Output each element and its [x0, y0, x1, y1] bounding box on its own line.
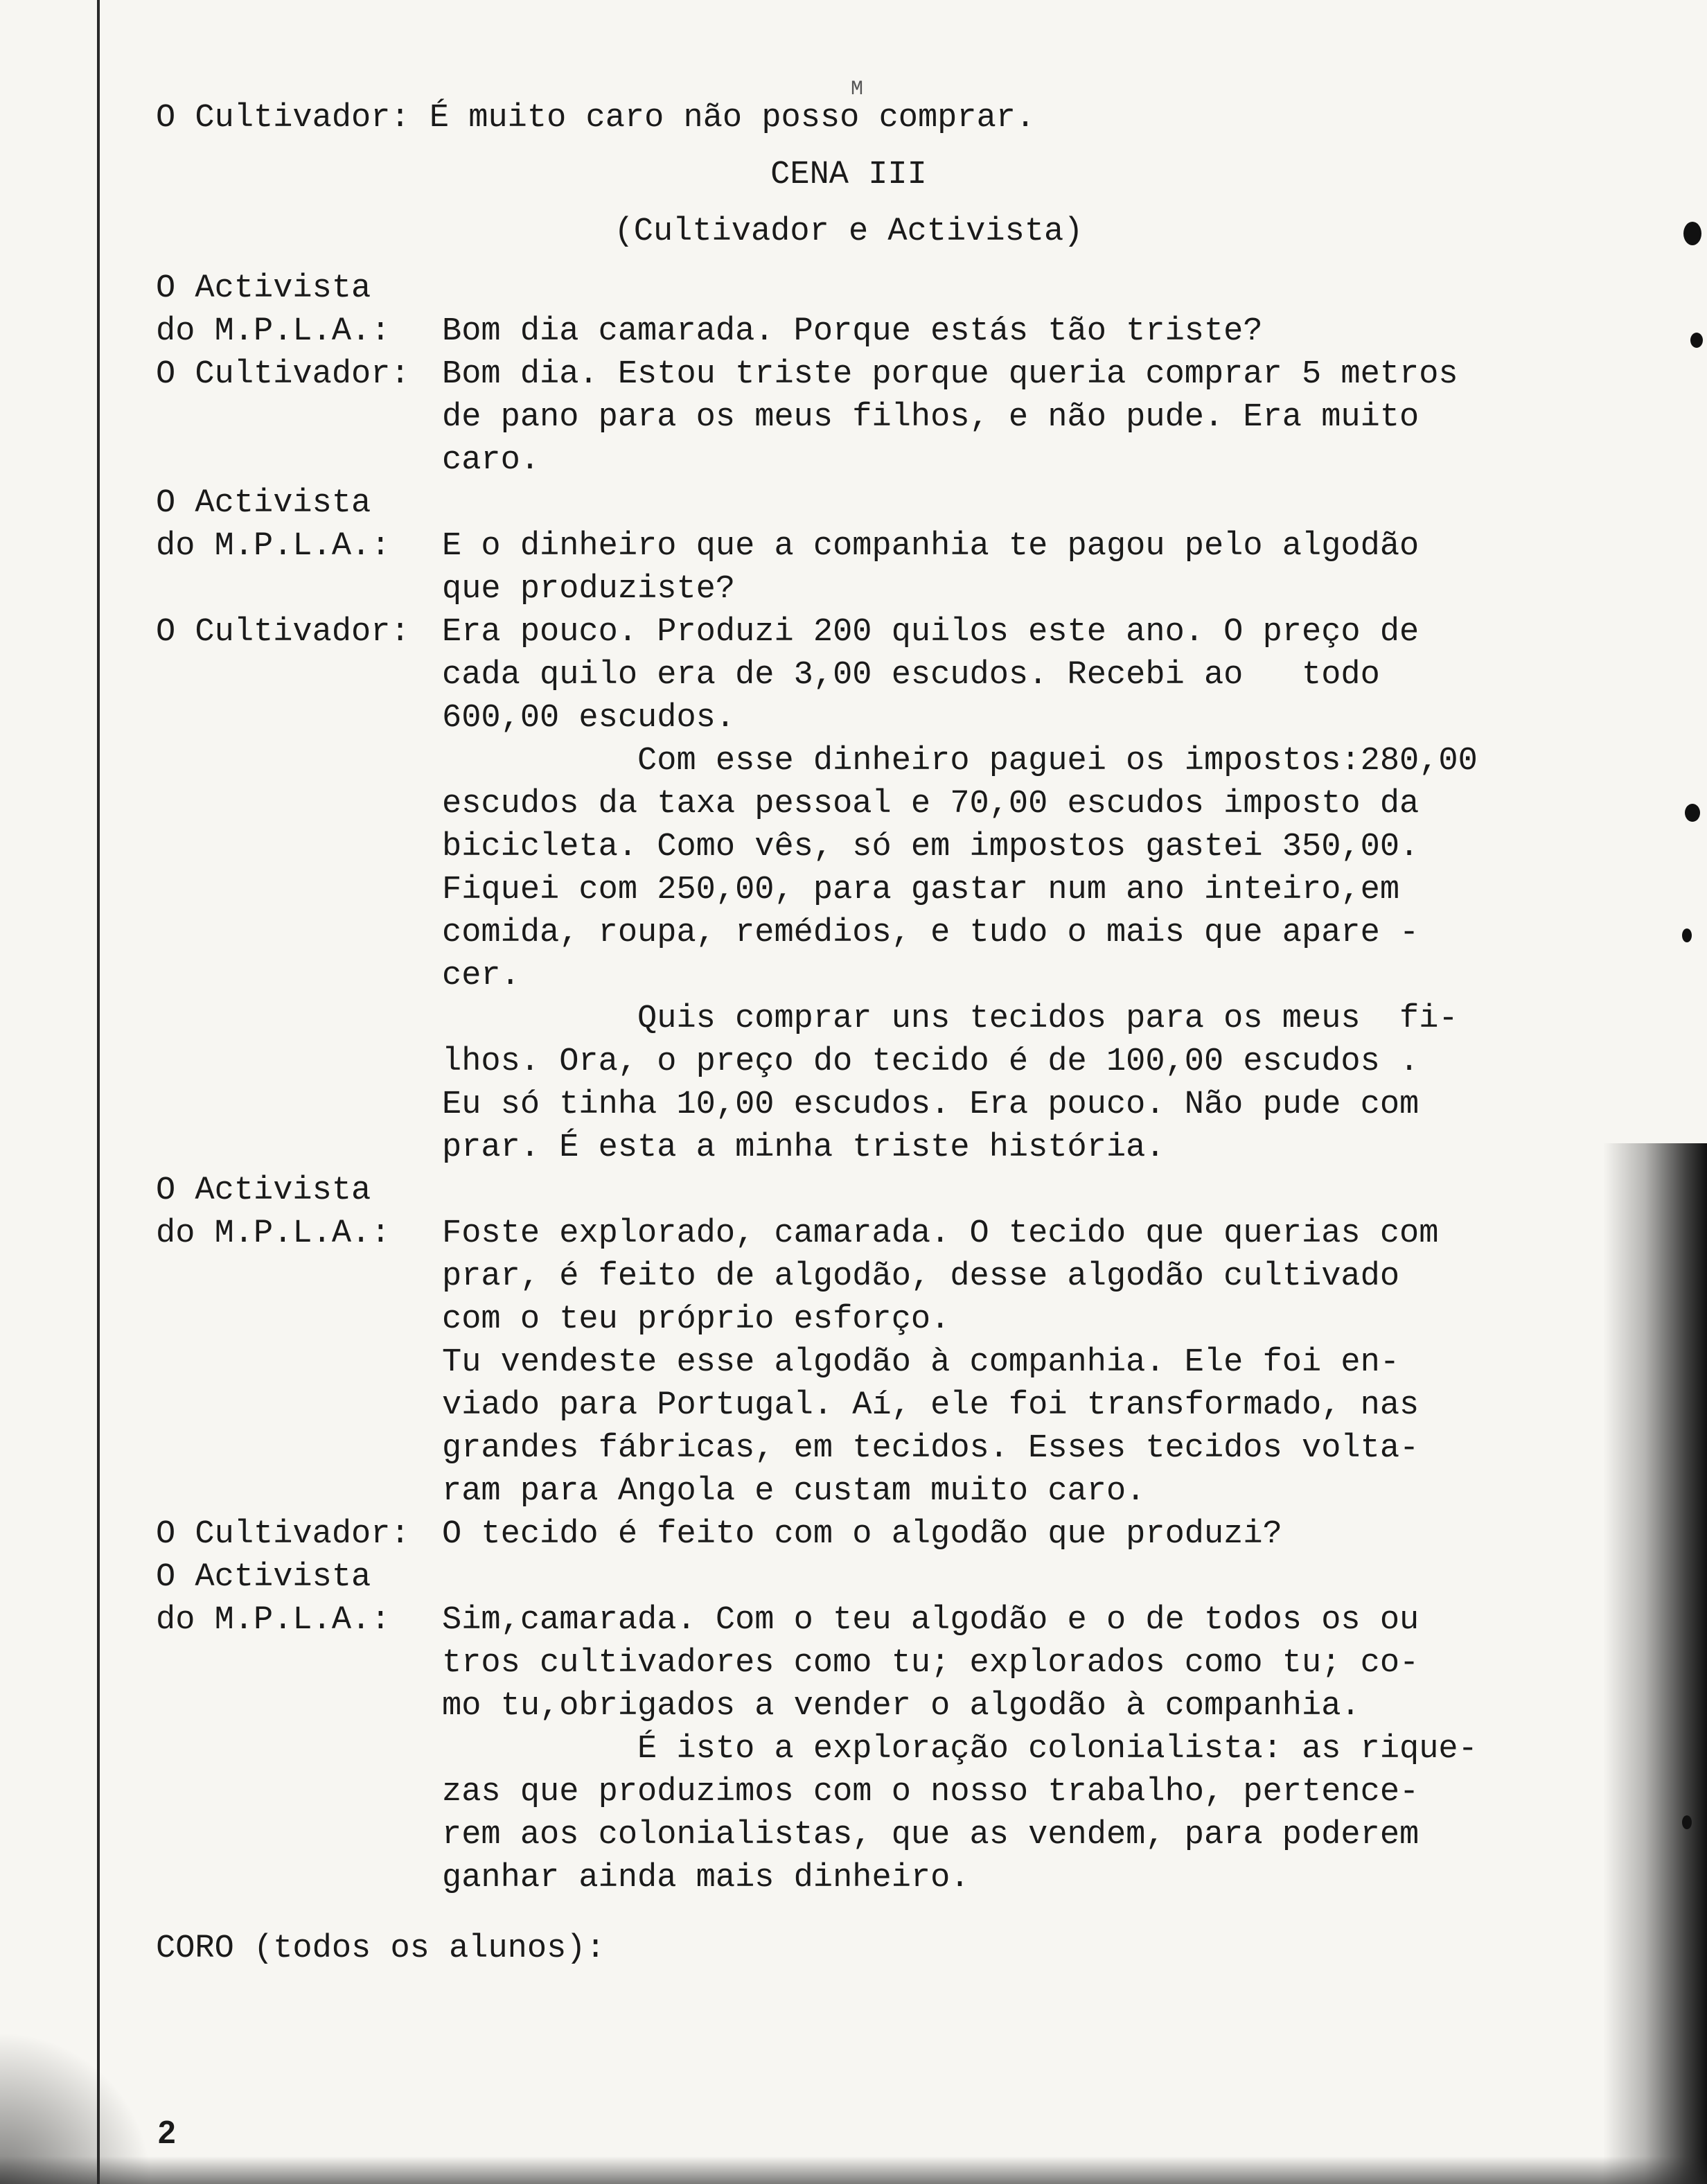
speech-line: Era pouco. Produzi 200 quilos este ano. O preço de	[442, 614, 1419, 651]
speaker-line: O Cultivador:	[156, 1516, 410, 1553]
speaker	[156, 482, 442, 611]
speech	[442, 611, 1541, 1170]
speech-line: Eu só tinha 10,00 escudos. Era pouco. Não pude com	[442, 1086, 1419, 1123]
scan-shadow-bottom	[0, 2156, 1707, 2184]
speaker-line: do M.P.L.A.:	[156, 528, 391, 565]
speech	[442, 1556, 1541, 1900]
speech-spacer	[442, 1556, 1541, 1599]
speech-spacer	[442, 267, 1541, 310]
speaker-line: do M.P.L.A.:	[156, 1215, 391, 1252]
speech-line: cer.	[442, 958, 520, 994]
speech-line: Quis comprar uns tecidos para os meus fi-	[442, 1001, 1458, 1037]
page-mark: M	[851, 78, 864, 101]
dialogue-entry	[156, 1513, 1541, 1556]
speech-line: Bom dia camarada. Porque estás tão triste?	[442, 313, 1263, 350]
speech-line: viado para Portugal. Aí, ele foi transformado, nas	[442, 1387, 1419, 1424]
speech-line: cada quilo era de 3,00 escudos. Recebi ao todo	[442, 657, 1380, 694]
speech-line: comida, roupa, remédios, e tudo o mais que apare -	[442, 915, 1419, 951]
scan-shadow-corner	[0, 2032, 152, 2184]
opening-line: O Cultivador: É muito caro não posso comprar.	[156, 100, 1036, 136]
speech-line: grandes fábricas, em tecidos. Esses tecidos volta-	[442, 1430, 1419, 1467]
scene-title: CENA III	[770, 157, 927, 193]
speech	[442, 353, 1541, 482]
ink-speck	[1685, 804, 1700, 822]
dialogue-entry	[156, 1170, 1541, 1513]
speaker-line: O Activista	[156, 1559, 371, 1596]
page-left-border	[97, 0, 100, 2184]
speech-line: que produziste?	[442, 571, 736, 608]
speaker	[156, 267, 442, 353]
speech-line: O tecido é feito com o algodão que produzi?	[442, 1516, 1282, 1553]
speech-line: bicicleta. Como vês, só em impostos gastei 350,00.	[442, 829, 1419, 865]
speech-line: Bom dia. Estou triste porque queria comprar 5 metros	[442, 356, 1458, 393]
dialogue-entry	[156, 1556, 1541, 1900]
speech-line: 600,00 escudos.	[442, 700, 736, 737]
speech-line: caro.	[442, 442, 540, 479]
speaker	[156, 1170, 442, 1513]
speech	[442, 482, 1541, 611]
dialogue-entry	[156, 267, 1541, 353]
dialogue-entry	[156, 611, 1541, 1170]
speech-line: prar. É esta a minha triste história.	[442, 1129, 1165, 1166]
speech-spacer	[442, 1170, 1541, 1213]
dialogue	[156, 267, 1541, 1900]
speaker	[156, 353, 442, 482]
speech-spacer	[442, 482, 1541, 525]
speaker-line: do M.P.L.A.:	[156, 1602, 391, 1639]
speech-line: E o dinheiro que a companhia te pagou pelo algodão	[442, 528, 1419, 565]
dialogue-entry	[156, 482, 1541, 611]
speech-line: ganhar ainda mais dinheiro.	[442, 1860, 970, 1896]
speaker	[156, 1556, 442, 1900]
scan-shadow-right	[1603, 1143, 1707, 2184]
speech-line: lhos. Ora, o preço do tecido é de 100,00 escudos .	[442, 1043, 1419, 1080]
speaker-line: O Cultivador:	[156, 356, 410, 393]
ink-speck	[1682, 928, 1692, 942]
speech-line: Sim,camarada. Com o teu algodão e o de todos os ou	[442, 1602, 1419, 1639]
page-number: 2	[158, 2114, 176, 2150]
speech-line: rem aos colonialistas, que as vendem, para poderem	[442, 1817, 1419, 1853]
document-body	[156, 97, 1541, 1971]
chorus-line: CORO (todos os alunos):	[156, 1930, 605, 1967]
speech-line: ram para Angola e custam muito caro.	[442, 1473, 1146, 1510]
speaker-line: O Activista	[156, 1172, 371, 1209]
speaker	[156, 611, 442, 1170]
speech-line: de pano para os meus filhos, e não pude. Era muito	[442, 399, 1419, 436]
speaker-line: O Activista	[156, 485, 371, 522]
speech-line: Tu vendeste esse algodão à companhia. Ele foi en-	[442, 1344, 1400, 1381]
speech-line: mo tu,obrigados a vender o algodão à companhia.	[442, 1688, 1361, 1725]
speaker-line: do M.P.L.A.:	[156, 313, 391, 350]
speech-line: Com esse dinheiro paguei os impostos:280,00	[442, 743, 1478, 780]
speech-line: prar, é feito de algodão, desse algodão cultivado	[442, 1258, 1400, 1295]
speech-line: zas que produzimos com o nosso trabalho, pertence-	[442, 1774, 1419, 1811]
scene-subtitle: (Cultivador e Activista)	[614, 213, 1084, 250]
speech-line: É isto a exploração colonialista: as rique-	[442, 1731, 1478, 1768]
speaker	[156, 1513, 442, 1556]
ink-speck	[1690, 333, 1703, 348]
speaker-line: O Activista	[156, 270, 371, 307]
speech	[442, 1513, 1541, 1556]
speech	[442, 1170, 1541, 1513]
speech-line: tros cultivadores como tu; explorados como tu; co-	[442, 1645, 1419, 1682]
dialogue-entry	[156, 353, 1541, 482]
speech	[442, 267, 1541, 353]
speech-line: com o teu próprio esforço.	[442, 1301, 950, 1338]
speech-line: Foste explorado, camarada. O tecido que querias com	[442, 1215, 1439, 1252]
ink-speck	[1683, 222, 1701, 245]
ink-speck	[1682, 1815, 1692, 1829]
speaker-line: O Cultivador:	[156, 614, 410, 651]
speech-line: escudos da taxa pessoal e 70,00 escudos imposto da	[442, 786, 1419, 822]
speech-line: Fiquei com 250,00, para gastar num ano inteiro,em	[442, 872, 1400, 908]
